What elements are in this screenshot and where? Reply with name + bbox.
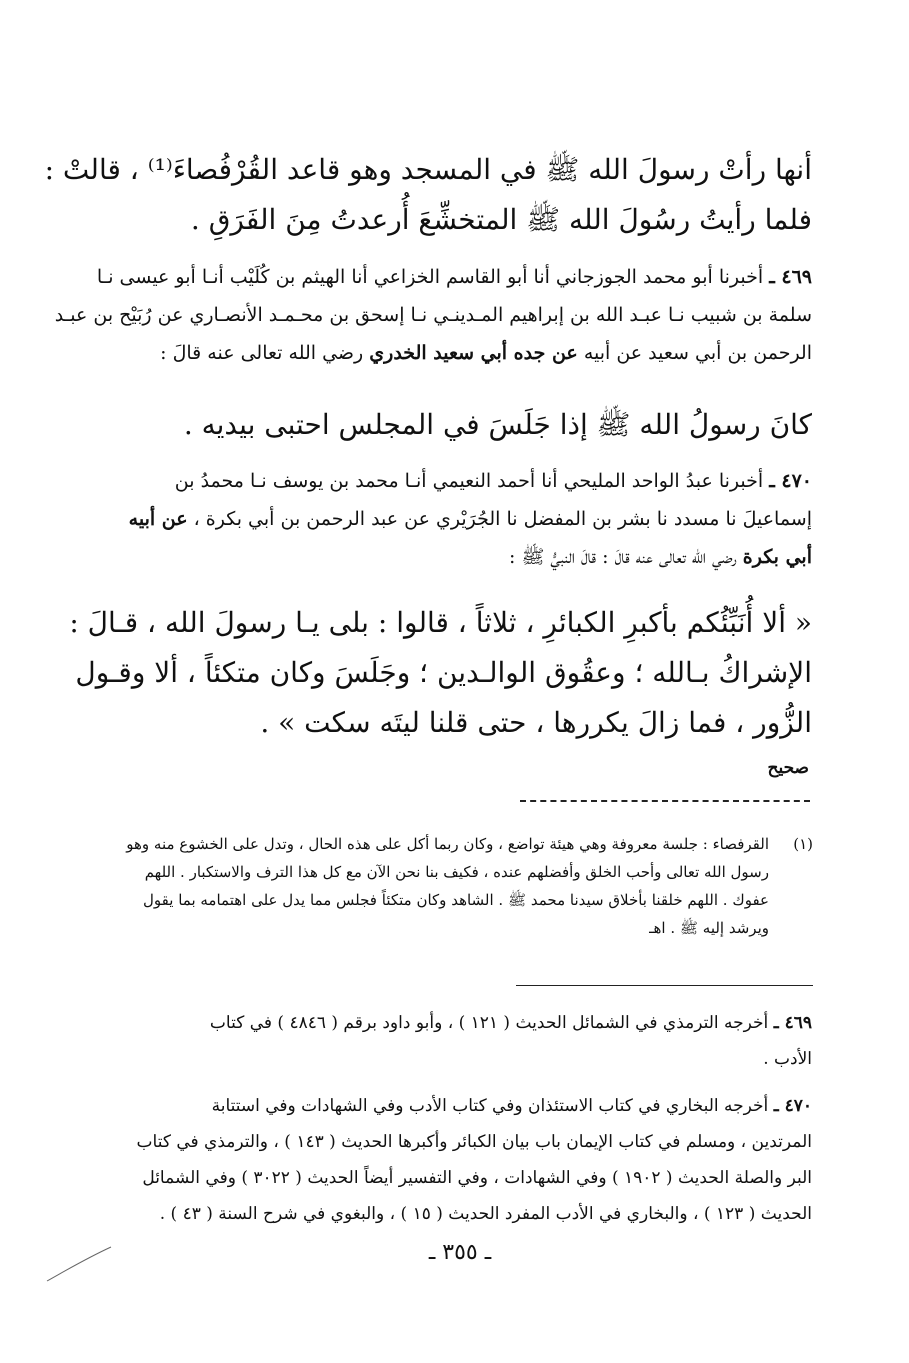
takhrij-470-line-4: الحديث ( ١٢٣ ) ، والبخاري في الأدب المفرد الحديث ( ١٥ ) ، والبغوي في شرح السنة ( ٤٣ ) . [159, 1204, 812, 1224]
hadith-468-line-1: أنها رأتْ رسولَ الله ﷺ في المسجد وهو قاعد القُرْفُصاءَ⁽¹⁾ ، قالتْ : [44, 153, 812, 186]
hadith-468-tail [44, 145, 812, 245]
hadith-469-number: ٤٦٩ ـ [769, 266, 812, 288]
takhrij-470-line-2: المرتدين ، ومسلم في كتاب الإيمان باب بيان الكبائر وأكبرها الحديث ( ١٤٣ ) ، والترمذي في كتاب [136, 1132, 812, 1152]
isnad-470-line-3: أبي بكرة رضي الله تعالى عنه قالَ : قالَ النبيُّ ﷺ : [509, 546, 812, 568]
grade-label: صحيح [767, 758, 809, 778]
takhrij-470-line-3: البر والصلة الحديث ( ١٩٠٢ ) وفي الشهادات ، وفي التفسير أيضاً الحديث ( ٣٠٢٢ ) وفي الشمائل [142, 1168, 812, 1188]
takhrij-separator [516, 985, 813, 986]
footnote-line-1: القرفصاء : جلسة معروفة وهي هيئة تواضع ، وكان ربما أكل على هذه الحال ، وتدل على الخشوع منه وهو [126, 835, 769, 853]
takhrij-469-line-2: الأدب . [763, 1049, 812, 1069]
footnote-body [99, 830, 769, 942]
hadith-469-isnad [54, 258, 812, 372]
hadith-469-matn [100, 400, 812, 450]
hadith-470-isnad [100, 462, 812, 576]
matn-470-line-2: الإشراكُ بـالله ؛ وعقُوق الوالـدين ؛ وجَلَسَ وكان متكئاً ، ألا وقـول [75, 656, 812, 689]
takhrij-469-line-1: ٤٦٩ ـ أخرجه الترمذي في الشمائل الحديث ( ١٢١ ) ، وأبو داود برقم ( ٤٨٤٦ ) في كتاب [209, 1013, 812, 1033]
isnad-469-line-3: الرحمن بن أبي سعيد عن أبيه عن جده أبي سعيد الخدري رضي الله تعالى عنه قالَ : [160, 342, 812, 364]
hadith-468-line-2: فلما رأيتُ رسُولَ الله ﷺ المتخشِّعَ أُرعدتُ مِنَ الفَرَقِ . [190, 203, 812, 236]
isnad-470-line-1: ٤٧٠ ـ أخبرنا عبدُ الواحد المليحي أنا أحمد النعيمي أنـا محمد بن يوسف نـا محمدُ بن [174, 470, 812, 492]
isnad-470-line-2: إسماعيلَ نا مسدد نا بشر بن المفضل نا الجُرَيْري عن عبد الرحمن بن أبي بكرة ، عن أبيه [128, 508, 812, 530]
hadith-470-number: ٤٧٠ ـ [769, 470, 812, 492]
takhrij-470 [100, 1088, 812, 1232]
isnad-470-emphasis-2: أبي بكرة [742, 546, 812, 568]
takhrij-469 [100, 1005, 812, 1077]
footnote-line-4: ويرشد إليه ﷺ . اهـ [649, 919, 769, 937]
scan-pencil-mark [45, 1245, 115, 1285]
footnote-marker: (١) [793, 835, 813, 853]
page-number: ـ ٣٥٥ ـ [428, 1240, 492, 1265]
matn-470-line-3: الزُّور ، فما زالَ يكررها ، حتى قلنا ليتَه سكت » . [260, 706, 812, 739]
isnad-469-line-1: ٤٦٩ ـ أخبرنا أبو محمد الجوزجاني أنا أبو القاسم الخزاعي أنا الهيثم بن كُلَيْب أنـا أبو عيسى نـا [96, 266, 812, 288]
isnad-470-emphasis-1: عن أبيه [128, 508, 188, 530]
matn-470-line-1: « ألا أُنَبِّئُكم بأكبرِ الكبائرِ ، ثلاثاً ، قالوا : بلى يـا رسولَ الله ، قـالَ : [69, 606, 812, 639]
isnad-469-emphasis: عن جده أبي سعيد الخدري [369, 342, 578, 364]
footnote-separator [520, 800, 810, 802]
hadith-470-matn [69, 598, 812, 748]
matn-469: كانَ رسولُ الله ﷺ إذا جَلَسَ في المجلس احتبى بيديه . [183, 408, 812, 441]
footnote-line-2: رسول الله تعالى وأحب الخلق وأفضلهم عنده ، فكيف بنا نحن الآن مع كل هذا الترف والاستكبار . اللهم [144, 863, 769, 881]
footnote-line-3: عفوك . اللهم خلقنا بأخلاق سيدنا محمد ﷺ . الشاهد وكان متكئاً فجلس مما يدل على اهتمامه بما يقول [143, 891, 769, 909]
isnad-469-line-2: سلمة بن شبيب نـا عبـد الله بن إبراهيم المـدينـي نـا إسحق بن محـمـد الأنصـاري عن رُبَيْح بن عبـد [54, 304, 812, 326]
takhrij-470-line-1: ٤٧٠ ـ أخرجه البخاري في كتاب الاستئذان وفي كتاب الأدب وفي الشهادات وفي استتابة [211, 1096, 812, 1116]
